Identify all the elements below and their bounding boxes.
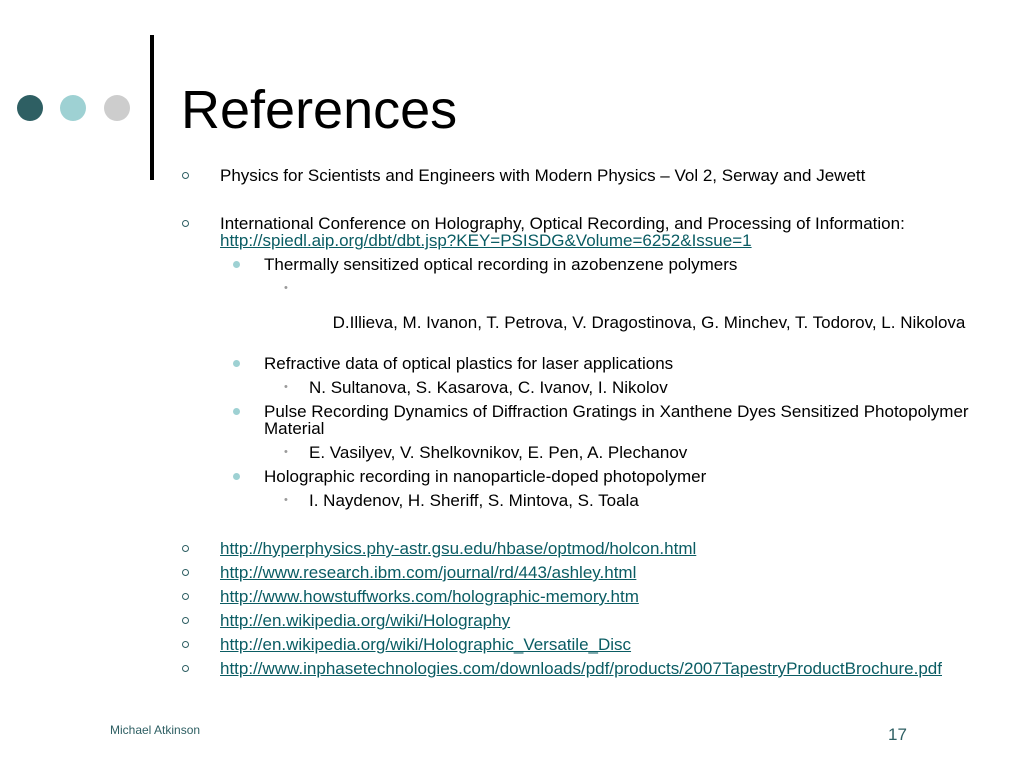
reference-link[interactable]: http://www.inphasetechnologies.com/downloads/pdf/products/2007TapestryProductBrochure.pdf [220,659,942,678]
bullet-icon [182,545,189,552]
decor-dot-dark [17,95,43,121]
bullet-icon: • [284,494,288,506]
bullet-icon [182,220,189,227]
bullet-icon [182,593,189,600]
reference-text: Physics for Scientists and Engineers with Modern Physics – Vol 2, Serway and Jewett [220,166,866,185]
author-item [180,379,980,396]
link-item [180,564,980,581]
sub-reference-item [180,403,980,437]
bullet-icon [182,172,189,179]
reference-link[interactable]: http://en.wikipedia.org/wiki/Holographic_Versatile_Disc [220,635,632,654]
author-item [180,444,980,461]
bullet-icon: • [284,446,288,458]
bullet-icon: • [284,282,288,294]
bullet-icon [233,473,240,480]
reference-link[interactable]: http://spiedl.aip.org/dbt/dbt.jsp?KEY=PSISDG&Volume=6252&Issue=1 [220,231,752,250]
bullet-icon [182,617,189,624]
bullet-icon: • [284,381,288,393]
author-text: N. Sultanova, S. Kasarova, C. Ivanov, I. Nikolov [309,378,668,397]
bullet-icon [182,569,189,576]
reference-link[interactable]: http://www.howstuffworks.com/holographic-memory.htm [220,587,639,606]
footer-author: Michael Atkinson [110,723,201,737]
author-text: D.Illieva, M. Ivanon, T. Petrova, V. Dragostinova, G. Minchev, T. Todorov, L. Nikolova [327,313,966,332]
page-number: 17 [888,725,907,744]
decor-dot-light [60,95,86,121]
link-item [180,612,980,629]
reference-link[interactable]: http://hyperphysics.phy-astr.gsu.edu/hbase/optmod/holcon.html [220,539,697,558]
reference-text: Holographic recording in nanoparticle-doped photopolymer [264,467,707,486]
link-item [180,660,980,677]
bullet-icon [233,360,240,367]
sub-reference-item [180,256,980,273]
author-text: E. Vasilyev, V. Shelkovnikov, E. Pen, A. Plechanov [309,443,688,462]
reference-text: Thermally sensitized optical recording in azobenzene polymers [264,255,738,274]
reference-link[interactable]: http://www.research.ibm.com/journal/rd/443/ashley.html [220,563,637,582]
reference-item [180,215,980,249]
references-list [180,163,980,677]
author-item [180,280,980,348]
slide-title: References [181,80,458,140]
link-item [180,636,980,653]
reference-item [180,167,980,184]
bullet-icon [182,641,189,648]
author-item [180,492,980,509]
bullet-icon [233,261,240,268]
reference-link[interactable]: http://en.wikipedia.org/wiki/Holography [220,611,511,630]
reference-text: Pulse Recording Dynamics of Diffraction Gratings in Xanthene Dyes Sensitized Photopolymer Material [264,402,969,438]
reference-text: Refractive data of optical plastics for laser applications [264,354,674,373]
sub-reference-item [180,468,980,485]
author-text: I. Naydenov, H. Sheriff, S. Mintova, S. Toala [309,491,639,510]
sub-reference-item [180,355,980,372]
link-item [180,588,980,605]
title-divider [150,35,154,180]
bullet-icon [182,665,189,672]
link-item [180,540,980,557]
reference-text: International Conference on Holography, Optical Recording, and Processing of Information: [220,214,905,233]
bullet-icon [233,408,240,415]
decor-dot-gray [104,95,130,121]
